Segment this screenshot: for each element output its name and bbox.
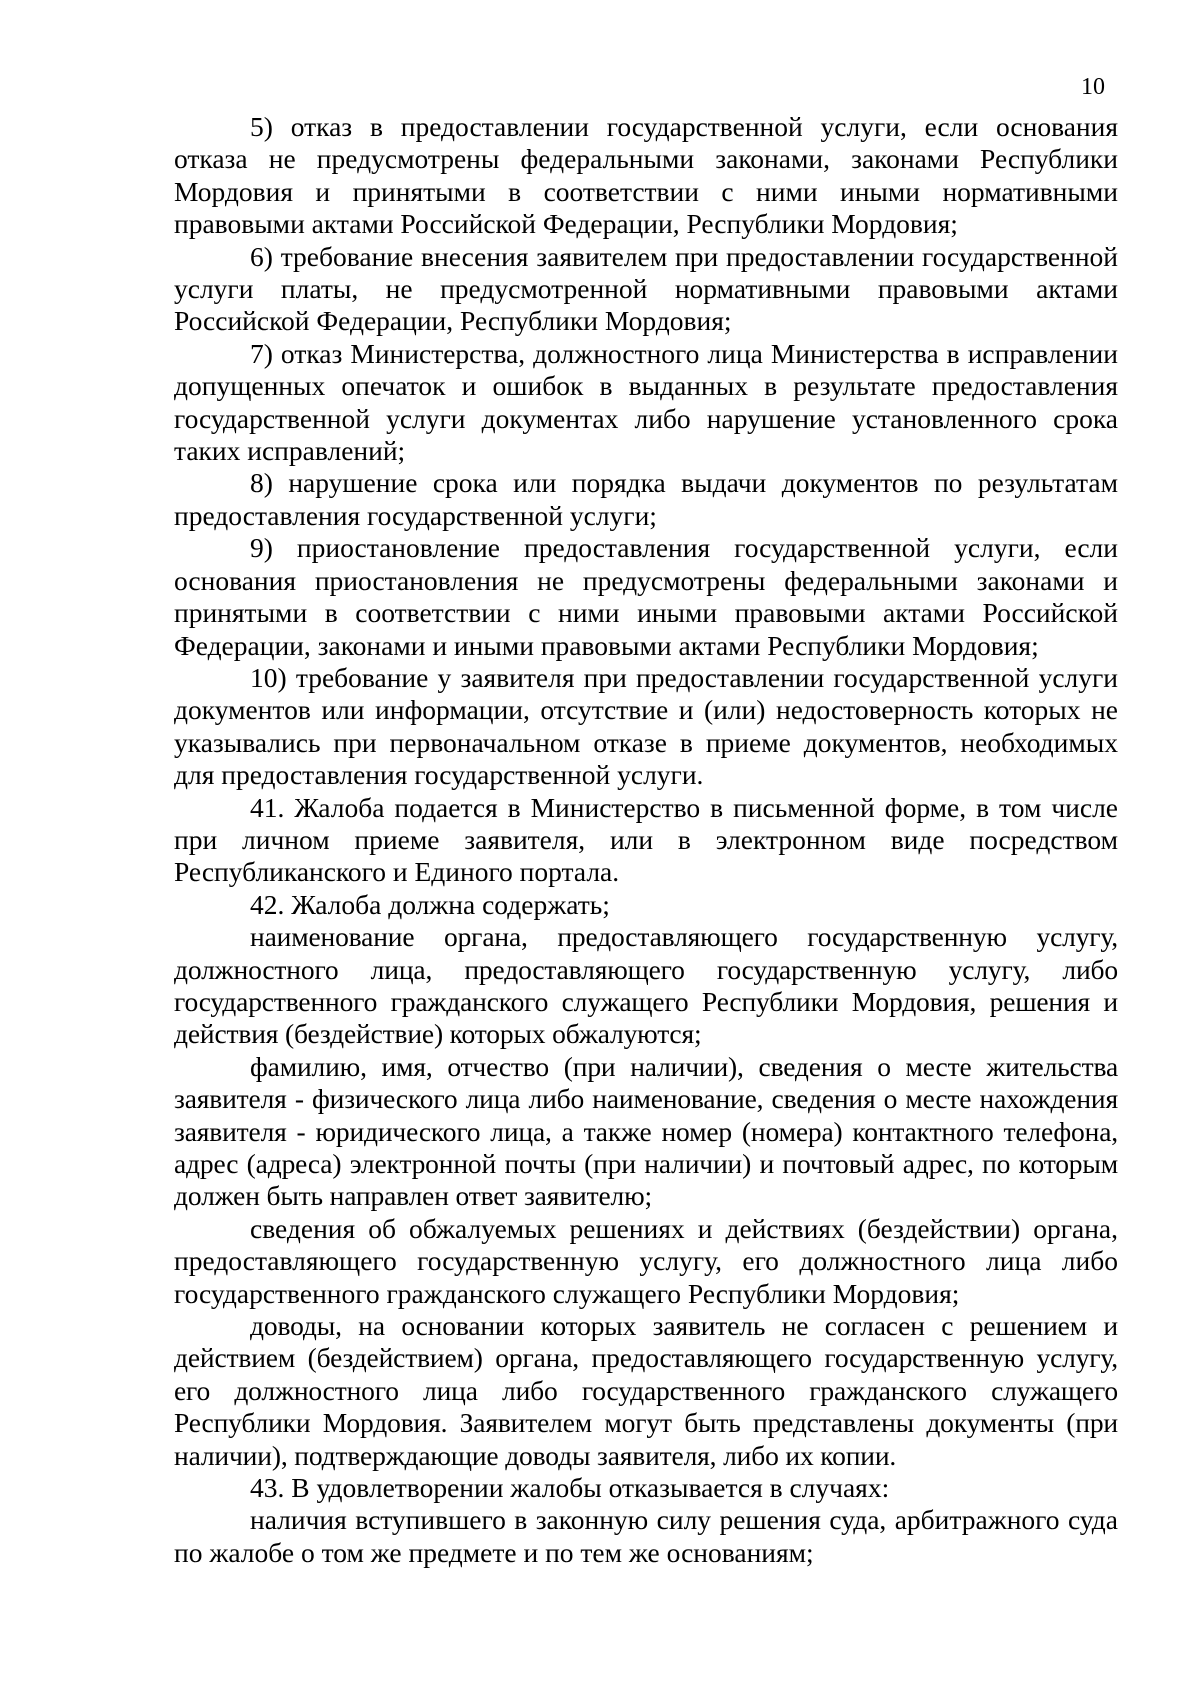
- paragraph-clause-42: 42. Жалоба должна содержать;: [250, 888, 610, 920]
- paragraph-refusal-court-decision: наличия вступившего в законную силу решения суда, арбитражного суда по жалобе о том же предмете и по тем же основаниям;: [174, 1504, 1118, 1568]
- page-number: 10: [1081, 74, 1105, 100]
- paragraph-item-10: 10) требование у заявителя при предоставлении государственной услуги документов или информации, отсутствие и (или) недостоверность которых не указывались при первоначальном отказе в приеме документов, необходимых для предоставления государственной услуги.: [174, 661, 1118, 791]
- paragraph-item-9: 9) приостановление предоставления государственной услуги, если основания приостановления не предусмотрены федеральными законами и принятыми в соответствии с ними иными правовыми актами Российской Федерации, законами и иными правовыми актами Республики Мордовия;: [174, 532, 1118, 661]
- paragraph-clause-43: 43. В удовлетворении жалобы отказывается в случаях:: [250, 1472, 890, 1504]
- paragraph-item-5: 5) отказ в предоставлении государственной услуги, если основания отказа не предусмотрены федеральными законами, законами Республики Мордовия и принятыми в соответствии с ними иными нормативными правовыми актами Российской Федерации, Республики Мордовия;: [174, 111, 1118, 240]
- paragraph-complaint-body-name: наименование органа, предоставляющего государственную услугу, должностного лица, предоставляющего государственную услугу, либо государственного гражданского служащего Республики Мордовия, решения и действия (бездействие) которых обжалуются;: [174, 921, 1118, 1050]
- paragraph-item-8: 8) нарушение срока или порядка выдачи документов по результатам предоставления государственной услуги;: [174, 467, 1118, 531]
- paragraph-item-6: 6) требование внесения заявителем при предоставлении государственной услуги платы, не предусмотренной нормативными правовыми актами Российской Федерации, Республики Мордовия;: [174, 240, 1118, 337]
- paragraph-complaint-applicant-info: фамилию, имя, отчество (при наличии), сведения о месте жительства заявителя - физического лица либо наименование, сведения о месте нахождения заявителя - юридического лица, а также номер (номера) контактного телефона, адрес (адреса) электронной почты (при наличии) и почтовый адрес, по которым должен быть направлен ответ заявителю;: [174, 1050, 1118, 1212]
- document-body: [174, 111, 1118, 1569]
- paragraph-complaint-arguments: доводы, на основании которых заявитель не согласен с решением и действием (бездействием) органа, предоставляющего государственную услугу, его должностного лица либо государственного гражданского служащего Республики Мордовия. Заявителем могут быть представлены документы (при наличии), подтверждающие доводы заявителя, либо их копии.: [174, 1310, 1118, 1471]
- paragraph-item-7: 7) отказ Министерства, должностного лица Министерства в исправлении допущенных опечаток и ошибок в выданных в результате предоставления государственной услуги документах либо нарушение установленного срока таких исправлений;: [174, 337, 1118, 467]
- paragraph-complaint-decisions: сведения об обжалуемых решениях и действиях (бездействии) органа, предоставляющего государственную услугу, его должностного лица либо государственного гражданского служащего Республики Мордовия;: [174, 1212, 1118, 1309]
- paragraph-clause-41: 41. Жалоба подается в Министерство в письменной форме, в том числе при личном приеме заявителя, или в электронном виде посредством Республиканского и Единого портала.: [174, 791, 1118, 888]
